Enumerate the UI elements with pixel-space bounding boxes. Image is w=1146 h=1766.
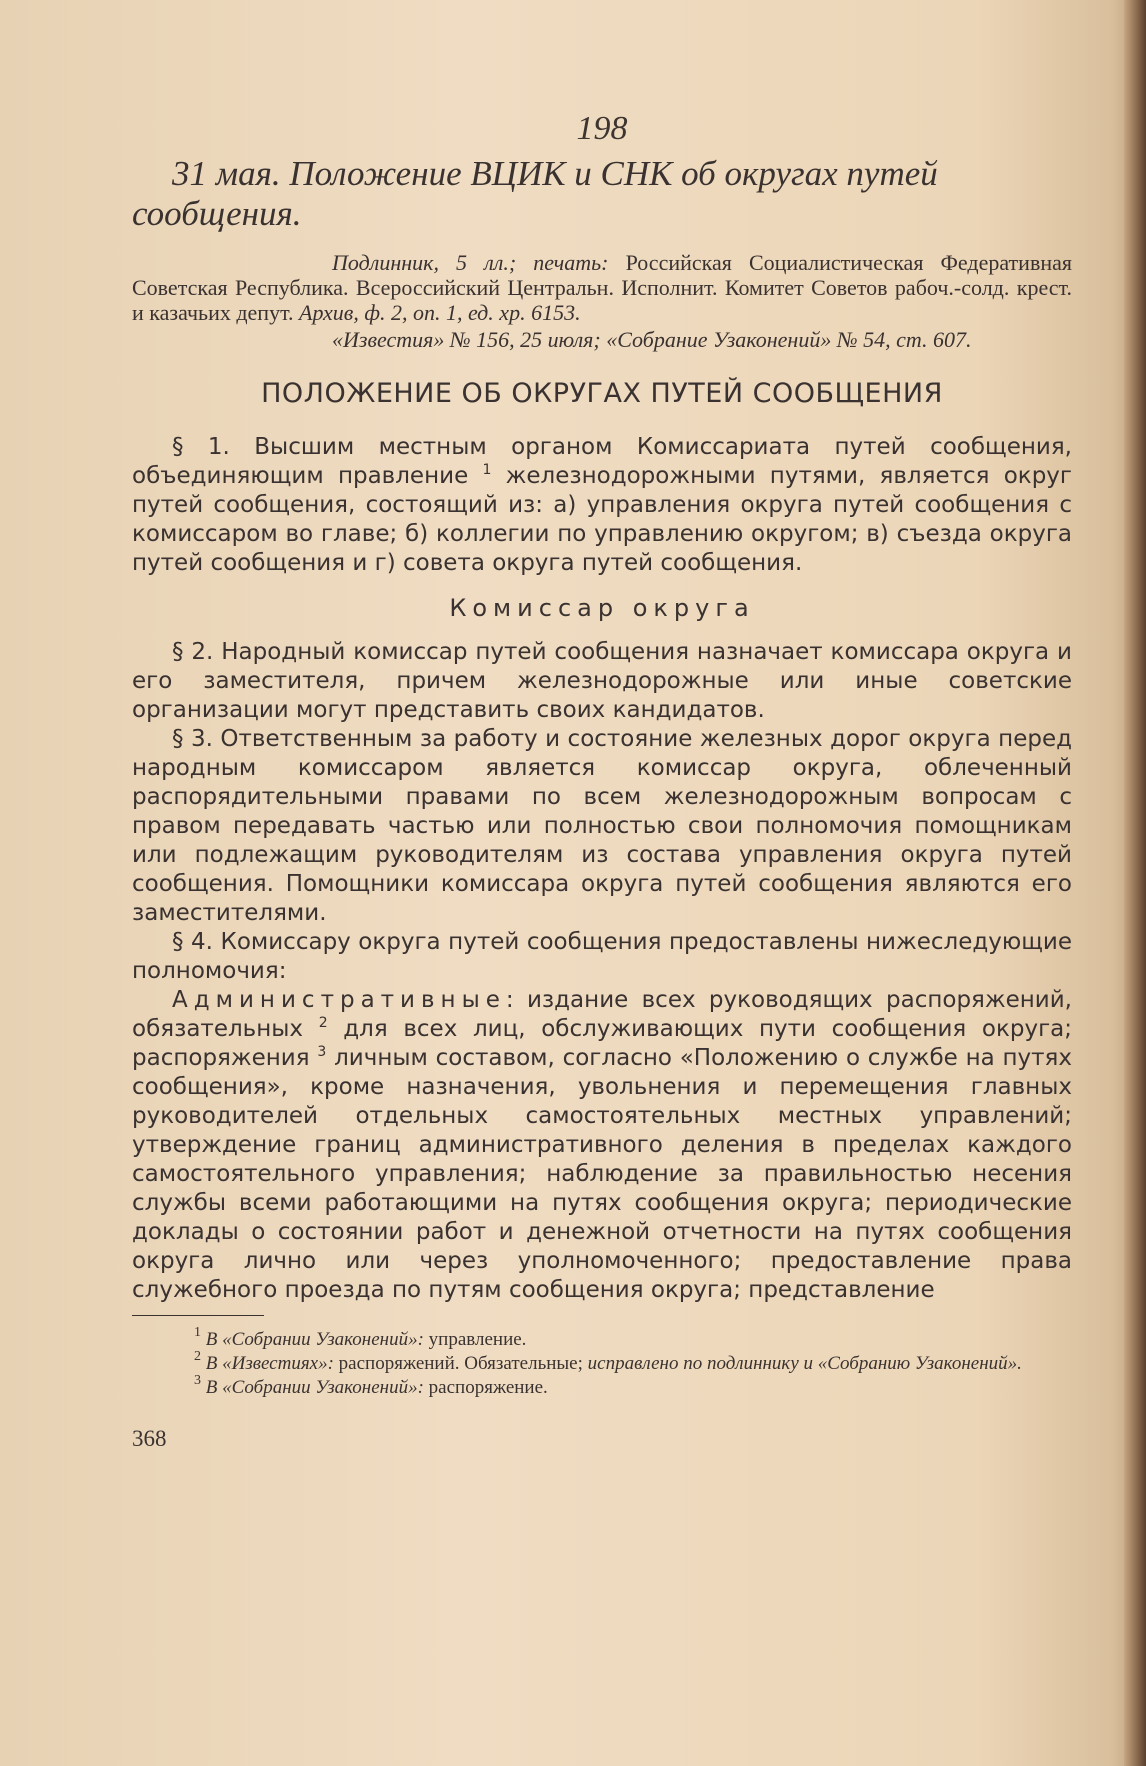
document-title: 31 мая. Положение ВЦИК и СНК об округах путей сообщения.	[132, 154, 938, 233]
footnote-1	[132, 1325, 1072, 1352]
footnote-1-source: В «Собрании Узаконений»:	[205, 1329, 424, 1350]
section-heading: ПОЛОЖЕНИЕ ОБ ОКРУГАХ ПУТЕЙ СООБЩЕНИЯ	[261, 378, 943, 409]
publication-note	[132, 327, 1072, 352]
footnote-ref-1: 1	[482, 462, 492, 478]
footnote-3-source: В «Собрании Узаконений»:	[205, 1377, 424, 1398]
source-label: Подлинник, 5 лл.; печать:	[332, 250, 609, 275]
page-number: 368	[132, 1426, 167, 1451]
footnote-2-source: В «Известиях»:	[205, 1353, 334, 1374]
paragraph-3: § 3. Ответственным за работу и состояние железных дорог округа перед народным комиссаром является комиссар округа, облеченный распорядительными правами по всем железнодорожным вопросам с правом передавать частью или полностью свои полномочия помощникам или подлежащим руководителям из состава управления округа путей сообщения. Помощники комиссара округа путей сообщения являются его заместителями.	[132, 726, 1072, 926]
source-archive: Архив, ф. 2, оп. 1, ед. хр. 6153.	[299, 300, 581, 325]
footnote-2-text: распоряжений. Обязательные;	[338, 1353, 583, 1374]
footnote-3-number: 3	[194, 1373, 201, 1388]
footnote-1-text: управление.	[428, 1329, 527, 1350]
footnote-ref-2: 2	[318, 1015, 328, 1031]
publication-text: «Известия» № 156, 25 июля; «Собрание Узаконений» № 54, ст. 607.	[332, 327, 972, 352]
paragraph-1	[132, 433, 1072, 578]
source-note	[132, 250, 1072, 325]
footnote-2-number: 2	[194, 1349, 201, 1364]
paragraph-1-part-a: § 1. Высшим местным органом Комиссариата путей сообщения, объединяющим правление	[132, 434, 1072, 489]
page-edge	[1124, 0, 1146, 1766]
paragraph-1-part-b: железнодорожными путями, является округ путей сообщения, состоящий из: а) управления округа путей сообщения с комиссаром во главе; б) коллегии по управлению округом; в) съезда округа путей сообщения и г) совета округа путей сообщения.	[132, 463, 1072, 576]
document-number: 198	[576, 110, 628, 147]
footnote-1-number: 1	[194, 1325, 201, 1340]
paragraph-5-part-a: : издание всех руководящих распоряжений, обязательных	[132, 987, 1072, 1042]
paragraph-4: § 4. Комиссару округа путей сообщения предоставлены нижеследующие полномочия:	[132, 929, 1072, 984]
paragraph-5-lead: Административные	[172, 987, 506, 1013]
footnote-3	[132, 1373, 1072, 1400]
source-text: Российская Социалистическая Федеративная Советская Республика. Всероссийский Центральн. Исполнит. Комитет Советов рабоч.-солд. крест. и казачьих депут.	[132, 250, 1072, 325]
footnote-3-text: распоряжение.	[428, 1377, 548, 1398]
footnote-ref-3: 3	[317, 1044, 327, 1060]
subsection-heading: Комиссар округа	[449, 594, 755, 622]
paragraph-5-part-c: личным составом, согласно «Положению о службе на путях сообщения», кроме назначения, увольнения и перемещения главных руководителей отдельных самостоятельных местных управлений; утверждение границ административного деления в пределах каждого самостоятельного управления; наблюдение за правильностью несения службы всеми работающими на путях сообщения округа; периодические доклады о состоянии работ и денежной отчетности на путях сообщения округа лично или через уполномоченного; предоставление права служебного проезда по путям сообщения округа; представление	[132, 1045, 1073, 1303]
paragraph-2: § 2. Народный комиссар путей сообщения назначает комиссара округа и его заместителя, причем железнодорожные или иные советские организации могут представить своих кандидатов.	[132, 639, 1072, 723]
paragraph-5	[132, 986, 1072, 1305]
footnote-2	[132, 1349, 1072, 1376]
footnote-divider	[132, 1315, 264, 1316]
paragraph-5-part-b: для всех лиц, обслуживающих пути сообщения округа; распоряжения	[132, 1016, 1073, 1071]
footnote-2-note: исправлено по подлиннику и «Собранию Узаконений».	[587, 1353, 1022, 1374]
page-content	[132, 110, 1072, 1452]
